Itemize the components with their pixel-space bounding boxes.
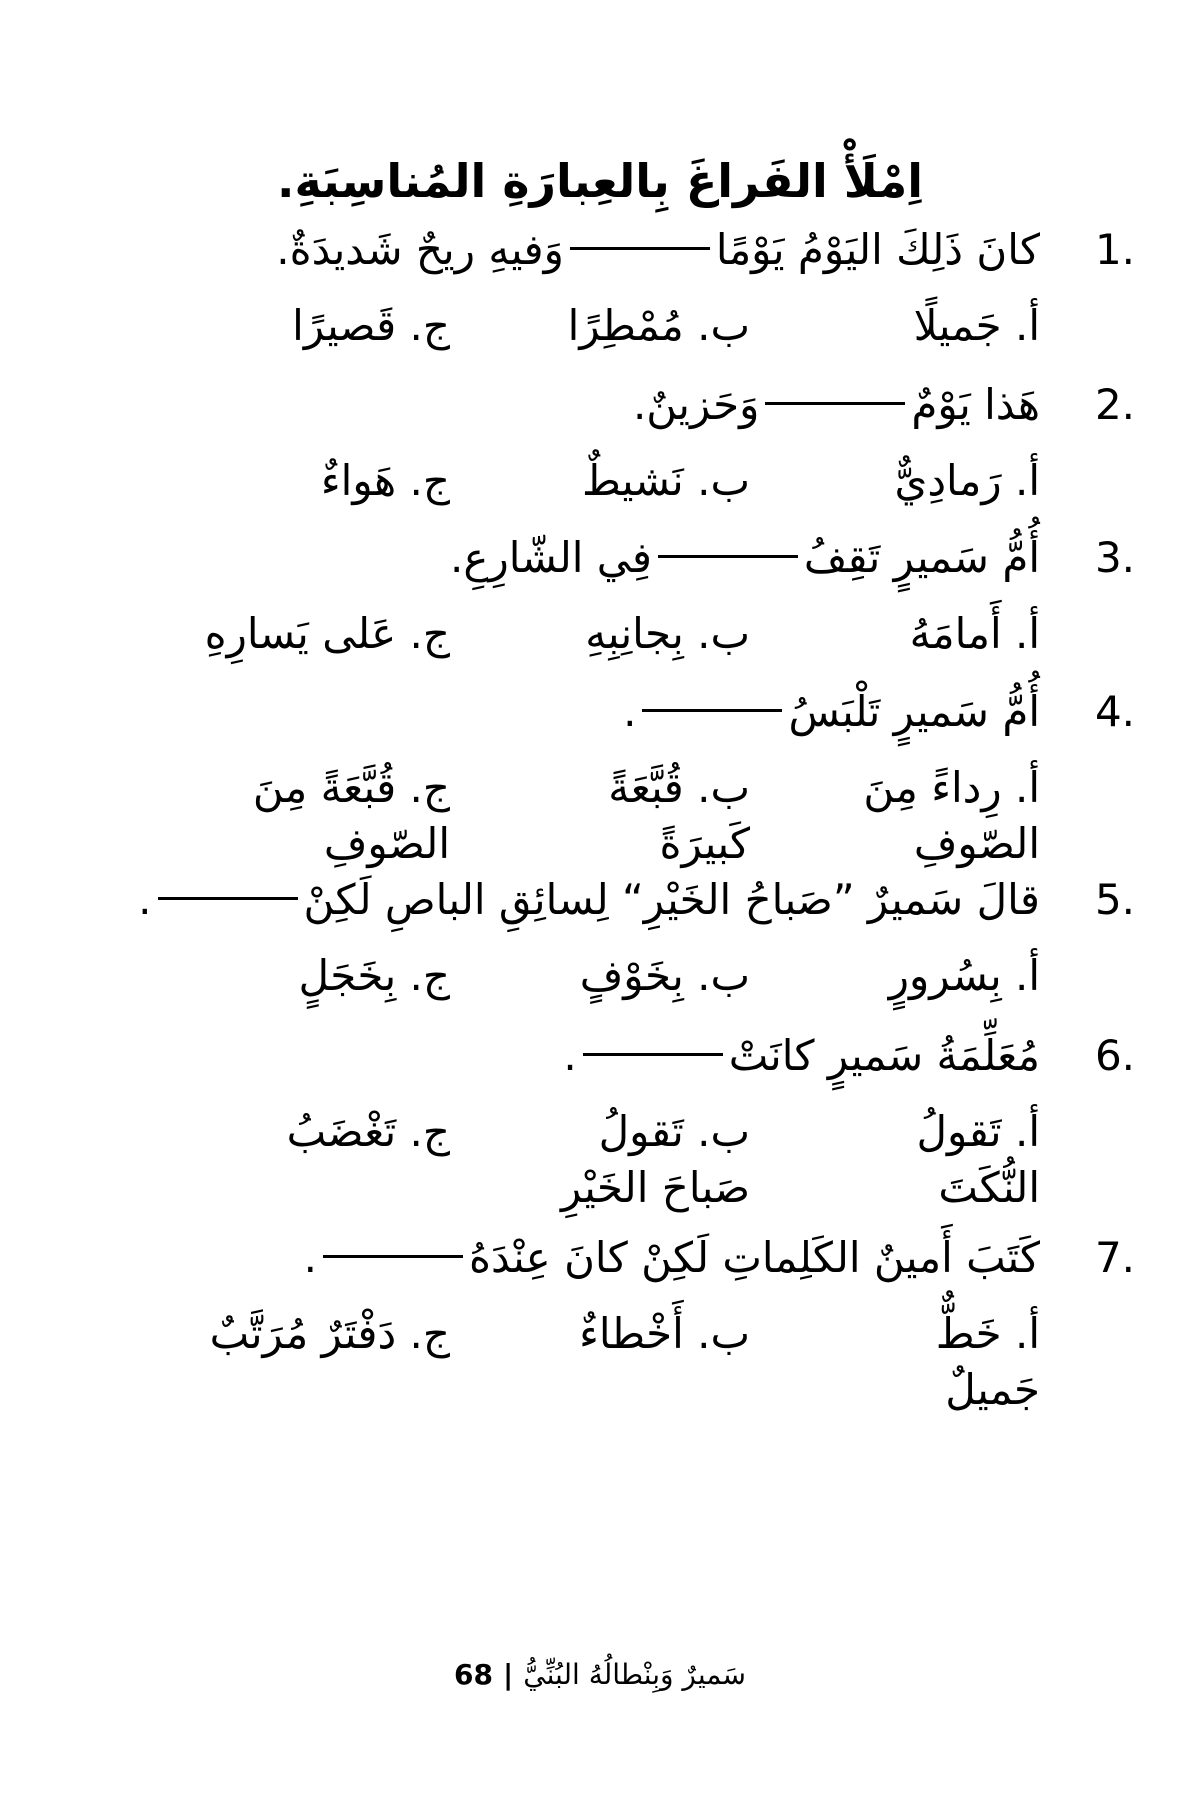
answer-blank [658,555,798,558]
option-b: ب. أَخْطاءٌ [579,1309,750,1358]
option-b: ب. نَشيطٌ [582,456,750,505]
answer-blank [570,247,710,250]
question-number: 2. [1094,380,1136,429]
question-text-before: أُمُّ سَميرٍ تَقِفُ [803,533,1040,582]
footer-separator: | [503,1658,514,1691]
page-footer [0,1655,1200,1695]
question-text-before: كانَ ذَلِكَ اليَوْمُ يَوْمًا [715,225,1040,274]
option-c: ج. قَصيرًا [292,301,450,350]
question-text-after: . [623,687,637,736]
question-number: 7. [1094,1233,1136,1282]
question-number: 1. [1094,225,1136,274]
question-text-after: وَحَزينٌ. [632,380,760,429]
option-a: أ. رِداءً مِنَ الصّوفِ [863,763,1040,868]
option-b: ب. قُبَّعَةً كَبيرَةً [608,763,750,868]
question-2 [140,365,1136,537]
answer-blank [158,897,298,900]
option-c: ج. تَغْضَبُ [286,1107,450,1156]
option-b: ب. بِجانِبِهِ [585,609,750,658]
question-7 [140,1218,1136,1414]
question-text [563,1016,1040,1096]
option-c: ج. قُبَّعَةً مِنَ الصّوفِ [252,763,450,868]
question-text [138,860,1040,940]
question-number: 6. [1094,1031,1136,1080]
option-a: أ. تَقولُ النُّكَتَ [916,1107,1040,1212]
question-text-before: هَذا يَوْمٌ [911,380,1040,429]
answer-blank [642,709,782,712]
option-a: أ. خَطٌّ جَميلٌ [935,1309,1040,1414]
question-5 [138,860,1136,1032]
page-number: 68 [454,1658,494,1691]
question-4 [140,672,1136,888]
question-text-before: قالَ سَميرٌ ”صَباحُ الخَيْرِ“ لِسائِقِ الباصِ لَكِنْ [303,875,1040,924]
option-a: أ. رَمادِيٌّ [894,456,1040,505]
option-a: أ. أَمامَهُ [909,609,1040,658]
option-c: ج. عَلى يَسارِهِ [204,609,450,658]
question-text-before: مُعَلِّمَةُ سَميرٍ كانَتْ [728,1031,1040,1080]
question-text-before: أُمُّ سَميرٍ تَلْبَسُ [788,687,1040,736]
question-text [623,672,1040,752]
question-text [276,210,1040,290]
question-text-before: كَتَبَ أَمينٌ الكَلِماتِ لَكِنْ كانَ عِنْدَهُ [468,1233,1040,1282]
book-title: سَميرٌ وَبِنْطالُهُ البُنِّيُّ [523,1658,746,1691]
option-c: ج. هَواءٌ [320,456,450,505]
option-a: أ. بِسُرورٍ [888,951,1040,1000]
question-number: 3. [1094,533,1136,582]
question-text [633,365,1040,445]
question-text [304,1218,1040,1298]
question-text [450,518,1040,598]
question-text-after: فِي الشّارِعِ. [450,533,652,582]
option-a: أ. جَميلًا [913,301,1040,350]
question-text-after: . [303,1233,317,1282]
page-title: اِمْلَأْ الفَراغَ بِالعِبارَةِ المُناسِبَةِ. [277,154,923,208]
question-6 [140,1016,1136,1232]
answer-blank [765,402,905,405]
question-1 [140,210,1136,382]
question-number: 4. [1094,687,1136,736]
question-number: 5. [1094,875,1136,924]
question-text-after: وَفيهِ ريحٌ شَديدَةٌ. [276,225,564,274]
option-b: ب. بِخَوْفٍ [579,951,750,1000]
option-c: ج. بِخَجَلٍ [298,951,450,1000]
option-c: ج. دَفْتَرٌ مُرَتَّبٌ [209,1309,450,1358]
question-text-after: . [563,1031,577,1080]
option-b: ب. تَقولُ صَباحَ الخَيْرِ [560,1107,750,1212]
option-b: ب. مُمْطِرًا [567,301,750,350]
question-text-after: . [138,875,152,924]
answer-blank [583,1053,723,1056]
question-3 [140,518,1136,690]
answer-blank [323,1255,463,1258]
